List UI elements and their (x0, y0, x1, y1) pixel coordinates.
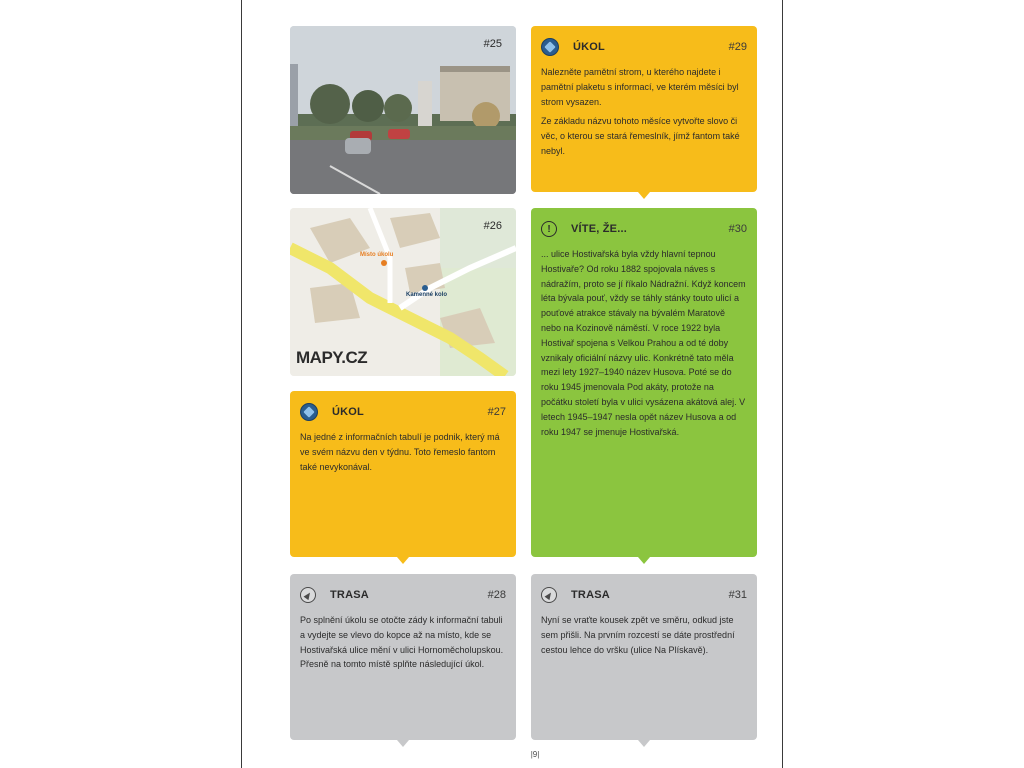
card-text: ... ulice Hostivařská byla vždy hlavní tepnou Hostivaře? Od roku 1882 spojovala náves s nádražím, proto se jí říkalo Nádražní. Když koncem léta bývala pouť, vždy se táhly stánky touto ulicí a pouťové atrakce stávaly na bývalém Maratově nebo na Kozinově náměstí. V roce 1922 byla Hostivař spojena s Velkou Prahou a od té doby vznikaly oficiální názvy ulic. Konkrétně tato měla mezi lety 1927–1940 název Husova. Poté se do roku 1945 jmenovala Pod akáty, protože na počátku století byla v ulici vysázena akátová alej. V letech 1945–1947 nesla opět název Husova a od roku 1947 se jmenuje Hostivařská. (541, 249, 746, 437)
task-hexagon-icon (541, 38, 559, 56)
card-title: ÚKOL (573, 41, 605, 53)
card-title: VÍTE, ŽE... (571, 223, 627, 235)
task-card-27 (290, 391, 516, 557)
card-text: Na jedné z informačních tabulí je podnik, který má ve svém názvu den v týdnu. Toto řemeslo fantom také nevykonával. (300, 432, 500, 472)
task-hexagon-icon (300, 403, 318, 421)
map-number: #26 (483, 220, 502, 232)
card-number: #30 (728, 223, 747, 235)
card-text: Nalezněte pamětní strom, u kterého najdete i pamětní plaketu s informací, ve kterém měsíci byl strom vysazen. (541, 67, 739, 107)
card-number: #29 (728, 41, 747, 53)
card-title: TRASA (571, 589, 610, 601)
route-compass-icon (541, 587, 557, 603)
route-card-28 (290, 574, 516, 740)
map-image (290, 208, 516, 376)
map-label-task-place: Místo úkolu (360, 252, 394, 258)
task-card-29 (531, 26, 757, 192)
route-card-31 (531, 574, 757, 740)
card-text: Nyní se vraťte kousek zpět ve směru, odkud jste sem přišli. Na prvním rozcestí se dáte prostřední cestou lehce do vršku (ulice Na Plískavě). (541, 615, 735, 655)
card-text: Po splnění úkolu se otočte zády k informační tabuli a vydejte se vlevo do kopce až na místo, kde se Hostivařská ulice mění v ulici Hornoměcholupskou. Přesně na tomto místě splňte následující úkol. (300, 615, 504, 670)
page-number: |9| (530, 750, 540, 759)
card-text: Ze základu názvu tohoto měsíce vytvořte slovo či věc, o kterou se stará řemeslník, jímž fantom také nebyl. (541, 116, 740, 156)
page-border-right (782, 0, 783, 768)
photo-number: #25 (483, 38, 502, 50)
page-border-left (241, 0, 242, 768)
street-photo (290, 26, 516, 194)
map-label-stop: Kamenné kolo (406, 292, 448, 298)
card-title: ÚKOL (332, 406, 364, 418)
card-number: #27 (487, 406, 506, 418)
card-number: #28 (487, 589, 506, 601)
info-card-30 (531, 208, 757, 557)
card-title: TRASA (330, 589, 369, 601)
mapy-cz-logo: MAPY.CZ (296, 348, 368, 367)
route-compass-icon (300, 587, 316, 603)
card-number: #31 (728, 589, 747, 601)
street-photo-illustration (290, 26, 516, 194)
info-icon: ! (541, 221, 557, 237)
